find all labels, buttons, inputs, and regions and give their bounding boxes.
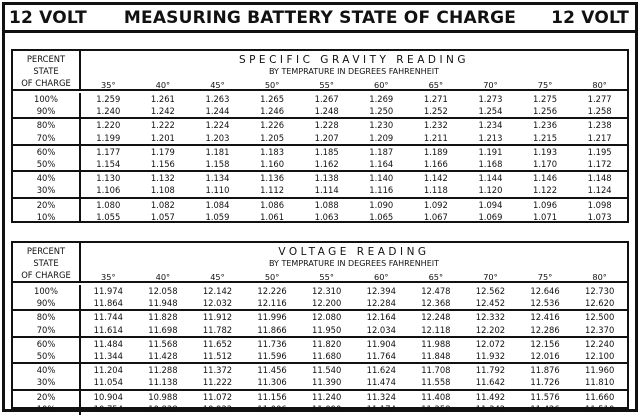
value-cell: 1.168 bbox=[478, 158, 503, 169]
percent-cell: 60% bbox=[13, 146, 81, 158]
table-row bbox=[13, 158, 627, 170]
percent-cell: 20% bbox=[13, 199, 81, 211]
page-title: MEASURING BATTERY STATE OF CHARGE bbox=[123, 8, 517, 28]
voltage-label-right: 12 VOLT bbox=[551, 8, 629, 28]
value-cell: 12.240 bbox=[584, 338, 615, 349]
value-cell: 1.096 bbox=[533, 199, 558, 210]
value-cell: 1.162 bbox=[314, 158, 339, 169]
value-cell: 1.073 bbox=[587, 211, 612, 222]
value-cell: 1.263 bbox=[205, 94, 230, 104]
value-cell: 11.576 bbox=[530, 391, 560, 402]
percent-cell: 80% bbox=[13, 119, 81, 131]
percent-cell: 50% bbox=[13, 350, 81, 362]
value-cell: 1.144 bbox=[478, 173, 503, 184]
value-cell: 1.069 bbox=[478, 211, 503, 222]
row-group bbox=[13, 93, 627, 119]
temperature-label: 65° bbox=[428, 272, 444, 282]
value-cell: 1.199 bbox=[96, 132, 121, 143]
value-cell: 1.261 bbox=[150, 94, 175, 104]
table-row bbox=[13, 285, 627, 297]
value-cell: 1.120 bbox=[478, 185, 503, 196]
value-cell: 11.568 bbox=[148, 338, 178, 349]
value-cell: 1.142 bbox=[423, 173, 448, 184]
table-row bbox=[13, 297, 627, 309]
value-cell: 1.158 bbox=[205, 158, 230, 169]
row-group bbox=[13, 364, 627, 390]
value-cell: 1.098 bbox=[587, 199, 612, 210]
value-cell: 12.620 bbox=[584, 298, 615, 309]
percent-cell: 70% bbox=[13, 324, 81, 336]
temperature-label: 40° bbox=[155, 80, 171, 90]
voltage-label-left: 12 VOLT bbox=[9, 8, 87, 28]
value-cell: 1.061 bbox=[260, 211, 285, 222]
value-cell: 11.342 bbox=[475, 403, 506, 414]
percent-cell: 10% bbox=[13, 211, 81, 223]
value-cell: 11.912 bbox=[202, 312, 233, 323]
value-cell: 12.478 bbox=[421, 286, 451, 296]
value-cell: 12.332 bbox=[475, 312, 506, 323]
value-cell: 12.370 bbox=[584, 324, 615, 335]
value-cell: 11.726 bbox=[530, 377, 560, 388]
value-cell: 1.224 bbox=[205, 120, 230, 131]
temperature-label: 45° bbox=[210, 272, 225, 282]
value-cell: 10.988 bbox=[148, 391, 178, 402]
table-row bbox=[13, 338, 627, 350]
value-cell: 11.174 bbox=[366, 403, 396, 414]
temperature-label: 50° bbox=[264, 272, 280, 282]
percent-cell: 10% bbox=[13, 403, 81, 415]
value-cell: 11.948 bbox=[148, 298, 178, 309]
temperature-header-row bbox=[81, 271, 627, 283]
temperature-label: 55° bbox=[319, 272, 334, 282]
value-cell: 1.248 bbox=[314, 106, 339, 117]
value-cell: 1.156 bbox=[150, 158, 175, 169]
temperature-label: 70° bbox=[483, 272, 498, 282]
value-cell: 12.536 bbox=[530, 298, 560, 309]
temperature-label: 60° bbox=[374, 80, 389, 90]
table-row bbox=[13, 311, 627, 323]
table-row bbox=[13, 172, 627, 184]
value-cell: 1.234 bbox=[478, 120, 503, 131]
table-row bbox=[13, 211, 627, 223]
value-cell: 1.230 bbox=[369, 120, 394, 131]
voltage-rows bbox=[13, 285, 627, 415]
value-cell: 11.054 bbox=[93, 377, 123, 388]
percent-cell: 20% bbox=[13, 391, 81, 403]
value-cell: 11.904 bbox=[366, 338, 396, 349]
title-bar bbox=[5, 5, 635, 33]
value-cell: 1.207 bbox=[314, 132, 339, 143]
value-cell: 11.660 bbox=[584, 391, 615, 402]
value-cell: 1.244 bbox=[205, 106, 230, 117]
value-cell: 11.932 bbox=[475, 350, 506, 361]
value-cell: 1.177 bbox=[96, 146, 121, 157]
reading-title: SPECIFIC GRAVITY READING bbox=[238, 54, 470, 66]
value-cell: 11.708 bbox=[421, 365, 451, 376]
value-cell: 1.059 bbox=[205, 211, 230, 222]
value-cell: 1.222 bbox=[150, 120, 175, 131]
table-row bbox=[13, 376, 627, 388]
value-cell: 1.228 bbox=[314, 120, 339, 131]
value-cell: 1.209 bbox=[369, 132, 394, 143]
value-cell: 1.108 bbox=[150, 185, 175, 196]
value-cell: 1.084 bbox=[205, 199, 230, 210]
value-cell: 12.368 bbox=[421, 298, 451, 309]
value-cell: 11.156 bbox=[257, 391, 287, 402]
value-cell: 12.100 bbox=[584, 350, 615, 361]
value-cell: 11.642 bbox=[475, 377, 506, 388]
value-cell: 11.240 bbox=[312, 391, 342, 402]
value-cell: 11.988 bbox=[421, 338, 451, 349]
temperature-label: 70° bbox=[483, 80, 498, 90]
value-cell: 1.191 bbox=[478, 146, 503, 157]
value-cell: 1.134 bbox=[205, 173, 230, 184]
percent-cell: 30% bbox=[13, 376, 81, 388]
value-cell: 10.904 bbox=[93, 391, 123, 402]
percent-cell: 100% bbox=[13, 285, 81, 297]
value-cell: 1.138 bbox=[314, 173, 339, 184]
temperature-label: 45° bbox=[210, 80, 225, 90]
value-cell: 1.226 bbox=[260, 120, 285, 131]
value-cell: 11.204 bbox=[93, 365, 123, 376]
value-cell: 11.866 bbox=[257, 324, 287, 335]
temperature-label: 50° bbox=[264, 80, 280, 90]
value-cell: 11.864 bbox=[93, 298, 123, 309]
value-cell: 11.810 bbox=[584, 377, 615, 388]
value-cell: 12.200 bbox=[312, 298, 342, 309]
temperature-label: 35° bbox=[101, 272, 116, 282]
percent-cell: 40% bbox=[13, 172, 81, 184]
table-row bbox=[13, 324, 627, 336]
percent-cell: 90% bbox=[13, 105, 81, 117]
value-cell: 1.154 bbox=[96, 158, 121, 169]
value-cell: 1.140 bbox=[369, 173, 394, 184]
value-cell: 1.252 bbox=[423, 106, 448, 117]
temperature-header-row bbox=[81, 79, 627, 91]
value-cell: 1.160 bbox=[260, 158, 285, 169]
value-cell: 1.124 bbox=[587, 185, 612, 196]
value-cell: 11.698 bbox=[148, 324, 178, 335]
value-cell: 12.202 bbox=[475, 324, 506, 335]
value-cell: 11.652 bbox=[202, 338, 233, 349]
value-cell: 1.181 bbox=[205, 146, 230, 157]
value-cell: 1.122 bbox=[533, 185, 558, 196]
value-cell: 1.094 bbox=[478, 199, 503, 210]
value-cell: 1.090 bbox=[369, 199, 394, 210]
table-row bbox=[13, 146, 627, 158]
value-cell: 1.179 bbox=[150, 146, 175, 157]
value-cell: 11.456 bbox=[257, 365, 287, 376]
value-cell: 1.217 bbox=[587, 132, 612, 143]
value-cell: 1.240 bbox=[96, 106, 121, 117]
value-cell: 1.242 bbox=[150, 106, 175, 117]
value-cell: 12.646 bbox=[530, 286, 560, 296]
value-cell: 1.146 bbox=[533, 173, 558, 184]
value-cell: 12.248 bbox=[421, 312, 451, 323]
temperature-label: 40° bbox=[155, 272, 171, 282]
value-cell: 1.067 bbox=[423, 211, 448, 222]
value-cell: 12.452 bbox=[475, 298, 506, 309]
percent-state-header: PERCENT STATE OF CHARGE bbox=[13, 243, 81, 283]
value-cell: 12.072 bbox=[475, 338, 506, 349]
percent-cell: 30% bbox=[13, 184, 81, 196]
temperature-label: 60° bbox=[374, 272, 389, 282]
value-cell: 1.130 bbox=[96, 173, 121, 184]
temperature-label: 75° bbox=[537, 80, 553, 90]
temperature-label: 80° bbox=[592, 80, 607, 90]
value-cell: 1.213 bbox=[478, 132, 503, 143]
value-cell: 1.057 bbox=[150, 211, 175, 222]
chart-page bbox=[2, 2, 638, 412]
row-group bbox=[13, 285, 627, 311]
value-cell: 11.828 bbox=[148, 312, 178, 323]
value-cell: 11.090 bbox=[312, 403, 342, 414]
percent-cell: 70% bbox=[13, 132, 81, 144]
value-cell: 1.136 bbox=[260, 173, 285, 184]
value-cell: 11.820 bbox=[312, 338, 342, 349]
value-cell: 1.246 bbox=[260, 106, 285, 117]
value-cell: 1.055 bbox=[96, 211, 121, 222]
value-cell: 11.306 bbox=[257, 377, 287, 388]
value-cell: 12.034 bbox=[366, 324, 396, 335]
value-cell: 11.736 bbox=[257, 338, 287, 349]
value-cell: 1.254 bbox=[478, 106, 503, 117]
value-cell: 1.236 bbox=[533, 120, 558, 131]
value-cell: 11.974 bbox=[93, 286, 123, 296]
value-cell: 12.116 bbox=[257, 298, 287, 309]
value-cell: 11.072 bbox=[202, 391, 233, 402]
value-cell: 1.195 bbox=[587, 146, 612, 157]
value-cell: 11.510 bbox=[584, 403, 615, 414]
value-cell: 11.492 bbox=[475, 391, 506, 402]
value-cell: 1.185 bbox=[314, 146, 339, 157]
value-cell: 1.267 bbox=[314, 94, 339, 104]
value-cell: 1.132 bbox=[150, 173, 175, 184]
value-cell: 11.680 bbox=[312, 350, 342, 361]
value-cell: 11.782 bbox=[202, 324, 233, 335]
value-cell: 1.114 bbox=[314, 185, 339, 196]
value-cell: 12.284 bbox=[366, 298, 396, 309]
value-cell: 1.080 bbox=[96, 199, 121, 210]
value-cell: 11.512 bbox=[202, 350, 233, 361]
percent-cell: 100% bbox=[13, 93, 81, 105]
value-cell: 12.730 bbox=[584, 286, 615, 296]
table-row bbox=[13, 350, 627, 362]
value-cell: 11.426 bbox=[530, 403, 560, 414]
reading-subtitle: BY TEMPRATURE IN DEGREES FAHRENHEIT bbox=[269, 259, 439, 268]
value-cell: 1.201 bbox=[150, 132, 175, 143]
value-cell: 1.110 bbox=[205, 185, 230, 196]
table-row bbox=[13, 403, 627, 415]
value-cell: 1.271 bbox=[423, 94, 448, 104]
value-cell: 1.277 bbox=[587, 94, 612, 104]
value-cell: 1.189 bbox=[423, 146, 448, 157]
value-cell: 11.744 bbox=[93, 312, 123, 323]
value-cell: 12.032 bbox=[202, 298, 233, 309]
value-cell: 12.310 bbox=[312, 286, 342, 296]
percent-cell: 90% bbox=[13, 297, 81, 309]
value-cell: 1.071 bbox=[533, 211, 558, 222]
row-group bbox=[13, 311, 627, 337]
value-cell: 10.838 bbox=[148, 403, 178, 414]
value-cell: 1.275 bbox=[533, 94, 558, 104]
value-cell: 11.596 bbox=[257, 350, 287, 361]
value-cell: 10.922 bbox=[202, 403, 233, 414]
value-cell: 11.390 bbox=[312, 377, 342, 388]
value-cell: 12.416 bbox=[530, 312, 560, 323]
temperature-label: 35° bbox=[101, 80, 116, 90]
value-cell: 1.112 bbox=[260, 185, 285, 196]
value-cell: 12.016 bbox=[530, 350, 560, 361]
value-cell: 11.540 bbox=[312, 365, 342, 376]
value-cell: 1.164 bbox=[369, 158, 394, 169]
value-cell: 10.754 bbox=[93, 403, 123, 414]
value-cell: 11.876 bbox=[530, 365, 560, 376]
value-cell: 1.082 bbox=[150, 199, 175, 210]
percent-cell: 50% bbox=[13, 158, 81, 170]
row-group bbox=[13, 338, 627, 364]
value-cell: 11.474 bbox=[366, 377, 396, 388]
value-cell: 12.058 bbox=[148, 286, 178, 296]
value-cell: 1.203 bbox=[205, 132, 230, 143]
value-cell: 1.118 bbox=[423, 185, 448, 196]
value-cell: 1.148 bbox=[587, 173, 612, 184]
value-cell: 11.258 bbox=[421, 403, 451, 414]
value-cell: 1.205 bbox=[260, 132, 285, 143]
value-cell: 12.156 bbox=[530, 338, 560, 349]
table-row bbox=[13, 105, 627, 117]
table-row bbox=[13, 364, 627, 376]
value-cell: 11.558 bbox=[421, 377, 451, 388]
value-cell: 11.764 bbox=[366, 350, 396, 361]
percent-cell: 80% bbox=[13, 311, 81, 323]
value-cell: 12.080 bbox=[312, 312, 342, 323]
gravity-rows bbox=[13, 93, 627, 223]
value-cell: 1.211 bbox=[423, 132, 448, 143]
value-cell: 1.172 bbox=[587, 158, 612, 169]
value-cell: 1.238 bbox=[587, 120, 612, 131]
value-cell: 11.848 bbox=[421, 350, 451, 361]
table-row bbox=[13, 132, 627, 144]
value-cell: 1.259 bbox=[96, 94, 121, 104]
value-cell: 12.394 bbox=[366, 286, 396, 296]
percent-cell: 60% bbox=[13, 338, 81, 350]
value-cell: 11.138 bbox=[148, 377, 178, 388]
value-cell: 11.792 bbox=[475, 365, 506, 376]
value-cell: 12.562 bbox=[475, 286, 506, 296]
value-cell: 12.164 bbox=[366, 312, 396, 323]
table-row bbox=[13, 391, 627, 403]
value-cell: 1.269 bbox=[369, 94, 394, 104]
value-cell: 11.288 bbox=[148, 365, 178, 376]
value-cell: 12.226 bbox=[257, 286, 287, 296]
value-cell: 1.193 bbox=[533, 146, 558, 157]
temperature-label: 65° bbox=[428, 80, 444, 90]
table-row bbox=[13, 199, 627, 211]
table-row bbox=[13, 93, 627, 105]
voltage-table bbox=[11, 241, 629, 414]
table-row bbox=[13, 119, 627, 131]
value-cell: 1.232 bbox=[423, 120, 448, 131]
row-group bbox=[13, 172, 627, 198]
value-cell: 1.116 bbox=[369, 185, 394, 196]
row-group bbox=[13, 199, 627, 223]
value-cell: 12.286 bbox=[530, 324, 560, 335]
value-cell: 11.006 bbox=[257, 403, 287, 414]
specific-gravity-table bbox=[11, 49, 629, 223]
value-cell: 1.265 bbox=[260, 94, 285, 104]
value-cell: 1.215 bbox=[533, 132, 558, 143]
value-cell: 11.222 bbox=[202, 377, 233, 388]
temperature-label: 80° bbox=[592, 272, 607, 282]
value-cell: 11.996 bbox=[257, 312, 287, 323]
row-group bbox=[13, 391, 627, 415]
value-cell: 11.614 bbox=[93, 324, 123, 335]
value-cell: 11.324 bbox=[366, 391, 396, 402]
value-cell: 1.170 bbox=[533, 158, 558, 169]
row-group bbox=[13, 146, 627, 172]
value-cell: 1.065 bbox=[369, 211, 394, 222]
table-row bbox=[13, 184, 627, 196]
value-cell: 12.118 bbox=[421, 324, 451, 335]
value-cell: 11.484 bbox=[93, 338, 123, 349]
value-cell: 1.166 bbox=[423, 158, 448, 169]
percent-state-header: PERCENT STATE OF CHARGE bbox=[13, 51, 81, 91]
value-cell: 1.092 bbox=[423, 199, 448, 210]
temperature-label: 55° bbox=[319, 80, 334, 90]
value-cell: 1.256 bbox=[533, 106, 558, 117]
value-cell: 1.273 bbox=[478, 94, 503, 104]
value-cell: 12.142 bbox=[202, 286, 233, 296]
value-cell: 1.106 bbox=[96, 185, 121, 196]
value-cell: 11.344 bbox=[93, 350, 123, 361]
value-cell: 11.960 bbox=[584, 365, 615, 376]
value-cell: 11.428 bbox=[148, 350, 178, 361]
percent-cell: 40% bbox=[13, 364, 81, 376]
temperature-label: 75° bbox=[537, 272, 553, 282]
value-cell: 1.086 bbox=[260, 199, 285, 210]
value-cell: 1.088 bbox=[314, 199, 339, 210]
value-cell: 11.372 bbox=[202, 365, 233, 376]
value-cell: 12.500 bbox=[584, 312, 615, 323]
value-cell: 1.220 bbox=[96, 120, 121, 131]
value-cell: 1.187 bbox=[369, 146, 394, 157]
row-group bbox=[13, 119, 627, 145]
value-cell: 1.258 bbox=[587, 106, 612, 117]
reading-subtitle: BY TEMPRATURE IN DEGREES FAHRENHEIT bbox=[269, 67, 439, 76]
value-cell: 11.950 bbox=[312, 324, 342, 335]
value-cell: 11.408 bbox=[421, 391, 451, 402]
value-cell: 11.624 bbox=[366, 365, 396, 376]
value-cell: 1.183 bbox=[260, 146, 285, 157]
reading-title: VOLTAGE READING bbox=[278, 246, 430, 258]
value-cell: 1.250 bbox=[369, 106, 394, 117]
value-cell: 1.063 bbox=[314, 211, 339, 222]
